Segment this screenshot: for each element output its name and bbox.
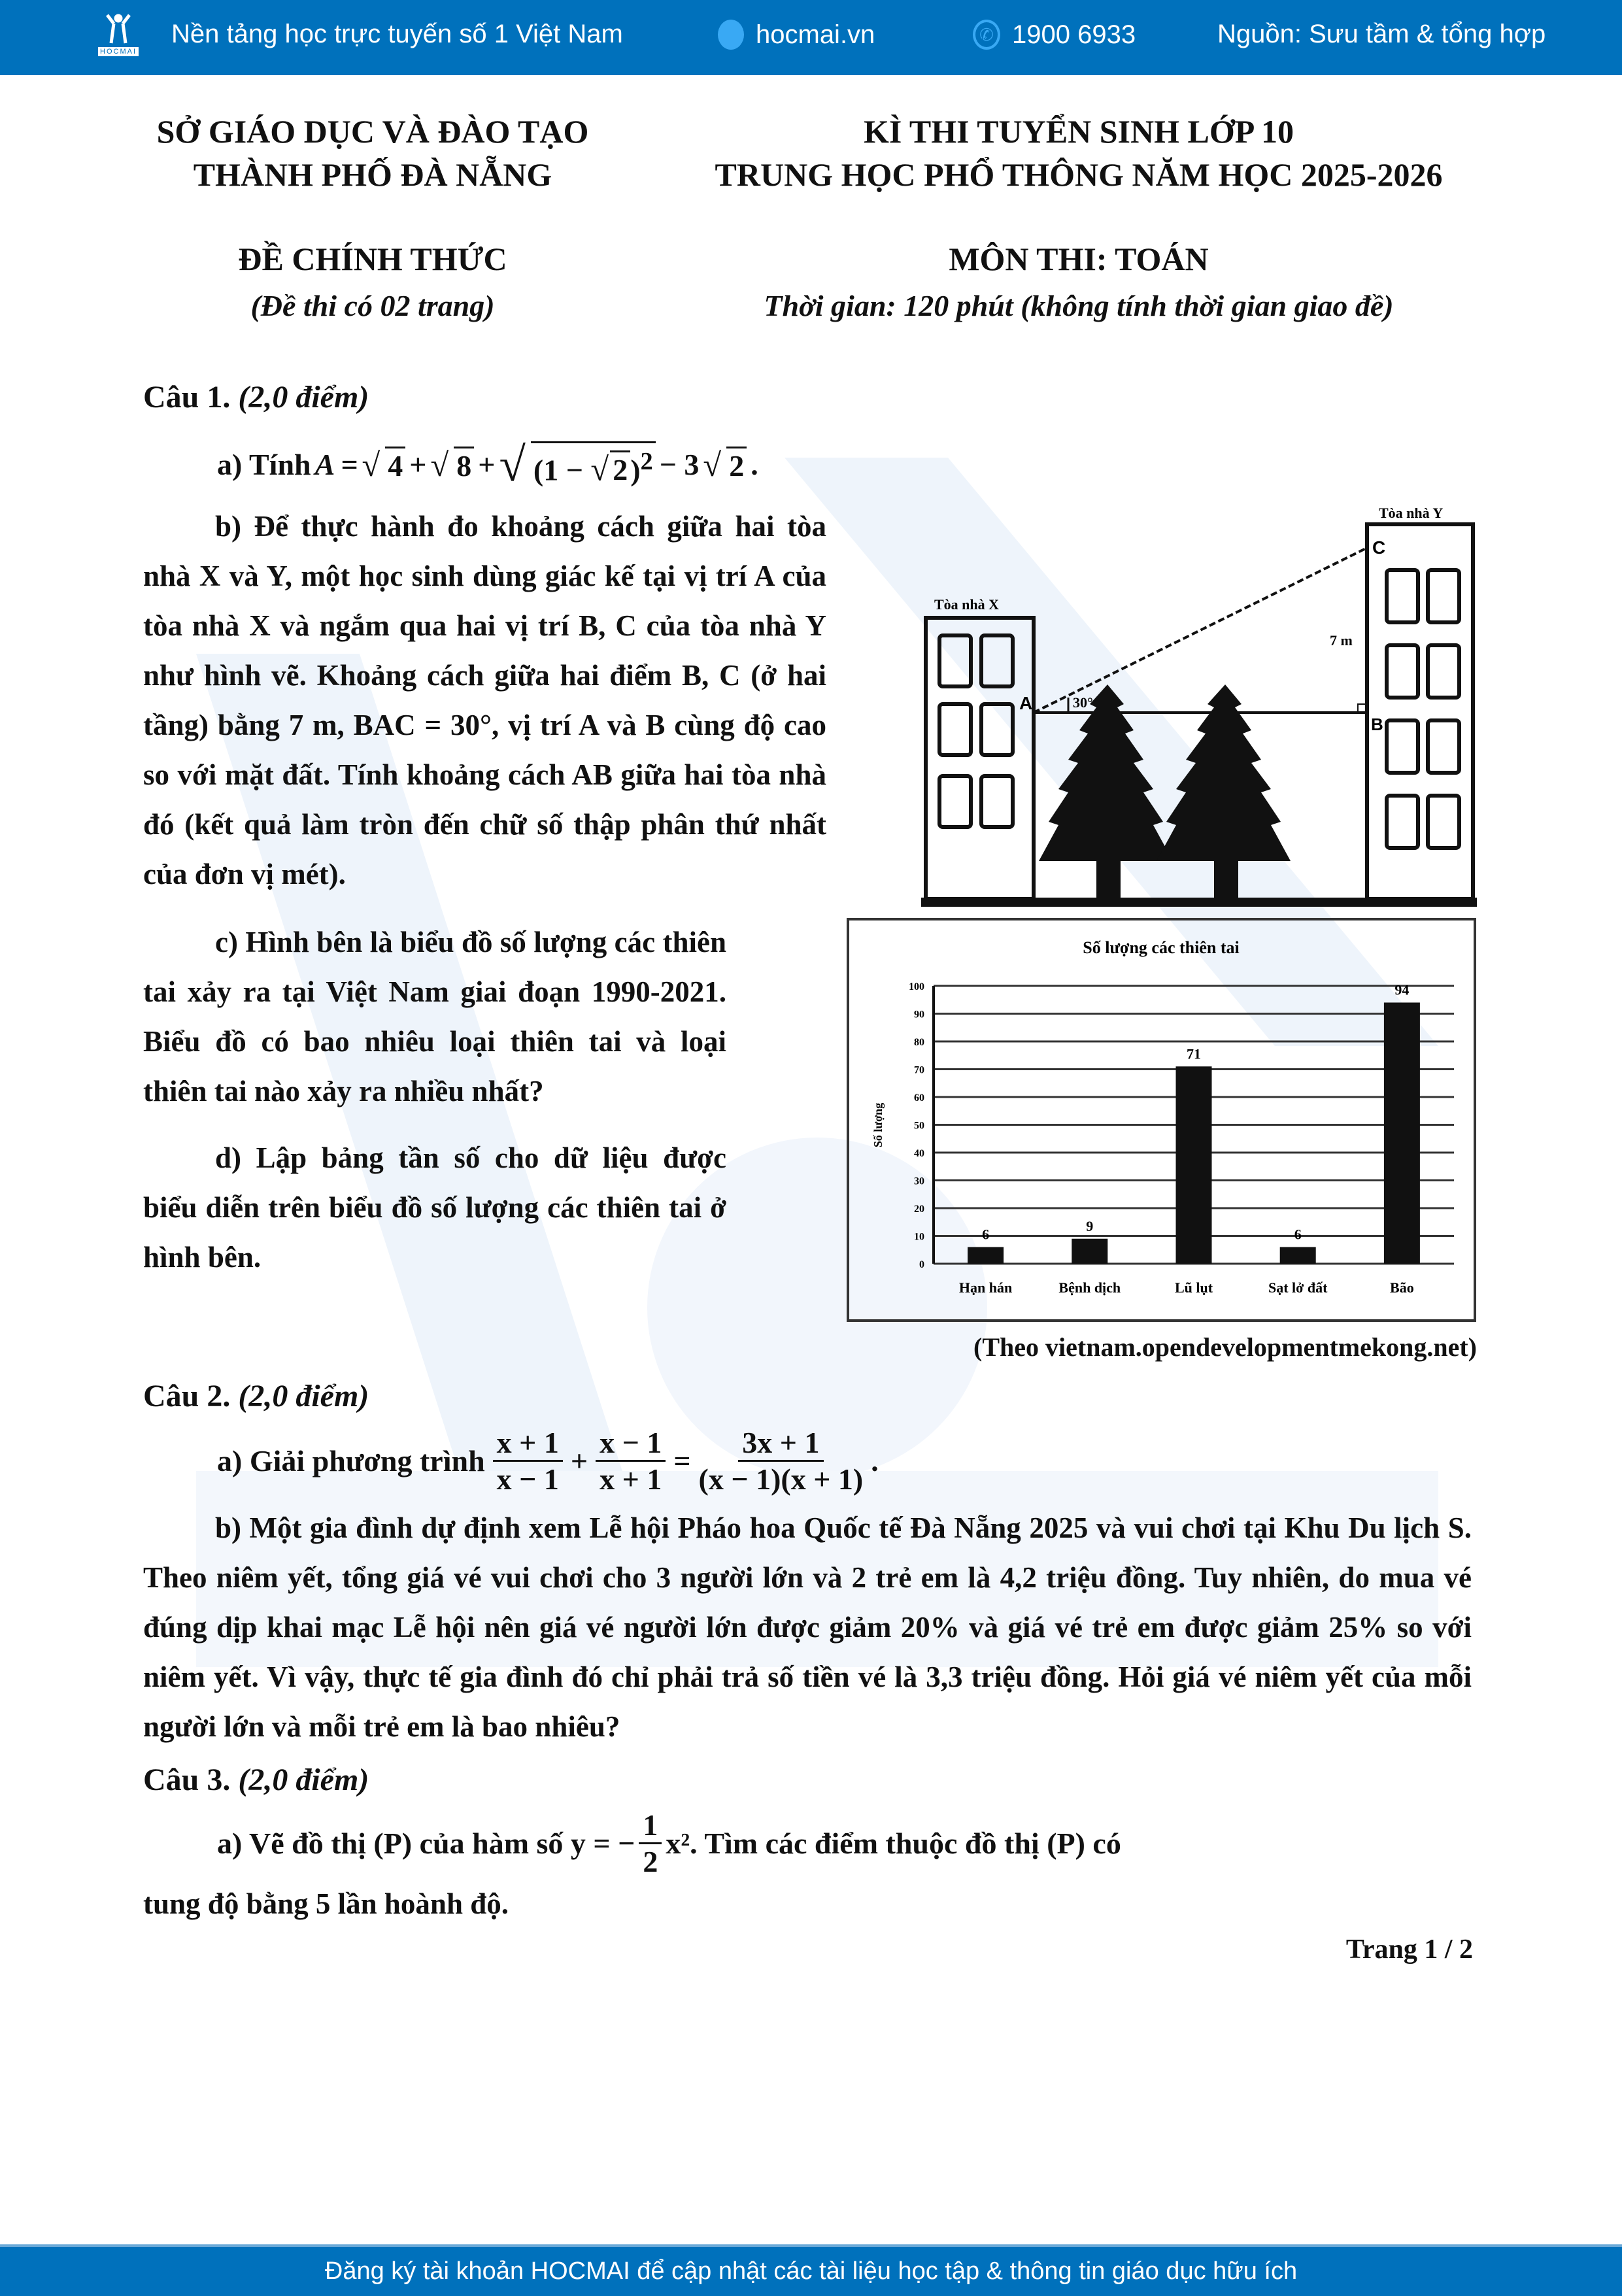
- minus-term: − 3: [659, 448, 700, 481]
- equals-sign: =: [673, 1444, 691, 1477]
- question-3-heading: [143, 1755, 1477, 1805]
- question-3a: [217, 1808, 1472, 1879]
- y-tick-label: 30: [914, 1175, 924, 1187]
- phone-icon: ✆: [973, 20, 1000, 50]
- ground: [921, 898, 1477, 907]
- denominator: x − 1: [496, 1462, 559, 1496]
- data-label: 71: [1187, 1045, 1201, 1062]
- data-label: 6: [982, 1226, 990, 1243]
- tree-icon: [1157, 684, 1291, 898]
- data-label: 9: [1086, 1217, 1094, 1234]
- exam-line-1: KÌ THI TUYỂN SINH LỚP 10: [863, 113, 1294, 150]
- part-label: a) Giải phương trình: [217, 1444, 485, 1477]
- data-label: 6: [1294, 1226, 1302, 1243]
- denominator: (x − 1)(x + 1): [698, 1462, 864, 1496]
- question-3a-line-2: tung độ bằng 5 lần hoành độ.: [143, 1887, 509, 1920]
- sqrt-2: 2: [726, 447, 747, 483]
- question-2b-text: b) Một gia đình dự định xem Lễ hội Pháo hoa Quốc tế Đà Nẵng 2025 và vui chơi tại Khu Du lịch S. Theo niêm yết, tổng giá vé vui chơi cho 3 người lớn và 2 trẻ em là 4,2 triệu đồng. Tuy nhiên, do mua vé đúng dịp khai mạc Lễ hội nên giá vé người lớn được giảm 20% và giá vé trẻ em được giảm 25% so với niêm yết. Vì vậy, thực tế gia đình đó chỉ phải trả số tiền vé là 3,3 triệu đồng. Hỏi giá vé niêm yết của mỗi người lớn và mỗi trẻ em là bao nhiêu?: [143, 1511, 1472, 1743]
- slogan: [171, 20, 623, 49]
- question-1b-text: b) Để thực hành đo khoảng cách giữa hai tòa nhà X và Y, một học sinh dùng giác kế tại vị trí A của tòa nhà X và ngắm qua hai vị trí B, C của tòa nhà Y như hình vẽ. Khoảng cách giữa hai điểm B, C (ở hai tầng) bằng 7 m, BAC = 30°, vị trí A và B cùng độ cao so với mặt đất. Tính khoảng cách AB giữa hai tòa nhà đó (kết quả làm tròn đến chữ số thập phân thứ nhất của đơn vị mét).: [143, 510, 826, 890]
- disasters-bar-chart: [846, 917, 1477, 1323]
- x-tick-label: Bệnh dịch: [1058, 1279, 1121, 1296]
- plus-sign: +: [478, 448, 496, 481]
- numerator: 3x + 1: [738, 1425, 823, 1462]
- numerator: x + 1: [493, 1425, 563, 1462]
- chart-frame: [848, 919, 1475, 1321]
- expr-lhs: A =: [314, 448, 358, 481]
- x-tick-label: Sạt lở đất: [1268, 1279, 1328, 1296]
- question-points: (2,0 điểm): [238, 1763, 369, 1797]
- phone-text: 1900 6933: [1012, 20, 1136, 49]
- y-axis-label: Số lượng: [871, 1102, 885, 1148]
- question-1c-text: c) Hình bên là biểu đồ số lượng các thiên tai xảy ra tại Việt Nam giai đoạn 1990-2021. Biểu đồ có bao nhiêu loại thiên tai và loại thiên tai nào xảy ra nhiều nhất?: [143, 926, 726, 1107]
- part-text-end: x². Tìm các điểm thuộc đồ thị (P) có: [666, 1827, 1121, 1860]
- point-b-label: B: [1371, 715, 1383, 734]
- y-tick-label: 70: [914, 1064, 924, 1076]
- question-1-heading: [143, 373, 1477, 422]
- part-text-start: a) Vẽ đồ thị (P) của hàm số y = −: [217, 1827, 635, 1860]
- bar: [1280, 1247, 1316, 1264]
- exponent: 2: [640, 447, 653, 475]
- numerator: x − 1: [596, 1425, 666, 1462]
- subject-label: MÔN THI: TOÁN: [949, 241, 1209, 277]
- question-2a: [217, 1425, 1477, 1496]
- part-label: a) Tính: [217, 448, 311, 481]
- y-tick-label: 50: [914, 1120, 924, 1132]
- y-tick-label: 60: [914, 1092, 924, 1104]
- bar: [1384, 1003, 1420, 1264]
- subject-block: [673, 235, 1484, 329]
- x-tick-label: Hạn hán: [958, 1279, 1013, 1296]
- question-points: (2,0 điểm): [238, 1379, 369, 1413]
- buildings-figure: [921, 508, 1477, 907]
- fraction-3: [699, 1425, 864, 1496]
- website-link[interactable]: [718, 20, 875, 50]
- plus-sign: +: [570, 1444, 588, 1477]
- fraction-1: [493, 1425, 563, 1496]
- department: [111, 110, 634, 196]
- sqrt-8: 8: [454, 447, 474, 483]
- question-title: Câu 3.: [143, 1763, 231, 1797]
- website-text: hocmai.vn: [756, 20, 875, 49]
- page-number: Trang 1 / 2: [1345, 1934, 1473, 1965]
- angle-label: 30°: [1073, 694, 1093, 711]
- footer-text: Đăng ký tài khoản HOCMAI để cập nhật các tài liệu học tập & thông tin giáo dục hữu ích: [324, 2257, 1298, 2285]
- y-tick-label: 10: [914, 1231, 924, 1243]
- question-title: Câu 1.: [143, 380, 231, 414]
- x-tick-label: Bão: [1390, 1279, 1414, 1296]
- top-banner: [0, 0, 1622, 75]
- period: .: [751, 448, 758, 481]
- chart-source: (Theo vietnam.opendevelopmentmekong.net): [973, 1332, 1477, 1362]
- plus-sign: +: [409, 448, 427, 481]
- point-a-label: A: [1019, 693, 1033, 713]
- fraction-2: [596, 1425, 666, 1496]
- sqrt-square: (1 − √ 2)$^2$: [531, 441, 656, 488]
- denominator: x + 1: [600, 1462, 662, 1496]
- time-label: Thời gian: 120 phút (không tính thời gian giao đề): [764, 289, 1394, 322]
- phone-link[interactable]: [973, 20, 1136, 50]
- building-y-label: Tòa nhà Y: [1379, 508, 1444, 521]
- question-1cd-row: [143, 917, 1477, 1362]
- inner-close: ): [630, 453, 641, 487]
- fraction-one-half: [639, 1808, 662, 1879]
- denominator: 2: [643, 1845, 658, 1878]
- exam-line-2: TRUNG HỌC PHỔ THÔNG NĂM HỌC 2025-2026: [715, 156, 1443, 193]
- bar: [1176, 1066, 1212, 1264]
- exam-title: [654, 110, 1504, 196]
- official-label: ĐỀ CHÍNH THỨC: [238, 241, 507, 277]
- hocmai-logo: [98, 12, 139, 56]
- x-tick-label: Lũ lụt: [1174, 1279, 1213, 1296]
- y-tick-label: 40: [914, 1148, 924, 1159]
- question-1cd-text: [143, 917, 726, 1282]
- exam-body: [143, 373, 1477, 1965]
- point-c-label: C: [1372, 537, 1386, 558]
- chart-title: Số lượng các thiên tai: [1083, 938, 1240, 957]
- distance-label: 7 m: [1330, 632, 1353, 649]
- slogan-text: Nền tảng học trực tuyến số 1 Việt Nam: [171, 20, 623, 48]
- question-1d-text: d) Lập bảng tần số cho dữ liệu được biểu diễn trên biểu đồ số lượng các thiên tai ở hình bên.: [143, 1141, 726, 1274]
- logo-text: HOCMAI: [98, 47, 139, 56]
- y-tick-label: 100: [909, 981, 924, 992]
- bar: [968, 1247, 1004, 1264]
- bottom-banner: [0, 2244, 1622, 2296]
- department-line-1: SỞ GIÁO DỤC VÀ ĐÀO TẠO: [156, 113, 589, 150]
- bar: [1072, 1239, 1107, 1264]
- tree-icon: [1039, 684, 1173, 898]
- question-points: (2,0 điểm): [238, 380, 369, 414]
- inner-open: (1 −: [533, 453, 591, 487]
- sqrt-4: 4: [385, 447, 405, 483]
- question-1a: a) Tính A = √ 4 + √ 8 + √ (1 − √ 2)$^2$ − 3 √ 2 .: [217, 437, 758, 491]
- question-2-heading: [143, 1372, 1477, 1421]
- chart-column: [758, 917, 1477, 1362]
- department-line-2: THÀNH PHỐ ĐÀ NẴNG: [193, 156, 552, 193]
- data-label: 94: [1394, 981, 1410, 998]
- sqrt-2: 2: [610, 450, 630, 487]
- y-tick-label: 90: [914, 1009, 924, 1021]
- official-block: [111, 235, 634, 329]
- building-x-label: Tòa nhà X: [934, 596, 1000, 613]
- y-tick-label: 0: [919, 1259, 924, 1270]
- period: .: [871, 1444, 879, 1477]
- source-note: [1217, 20, 1546, 49]
- numerator: 1: [639, 1808, 662, 1844]
- question-1b-row: [143, 501, 1477, 907]
- y-tick-label: 80: [914, 1037, 924, 1048]
- question-title: Câu 2.: [143, 1379, 231, 1413]
- hocmai-logo-icon: [102, 12, 135, 44]
- globe-icon: [718, 20, 744, 50]
- pages-note: (Đề thi có 02 trang): [250, 289, 495, 322]
- source-text: Nguồn: Sưu tầm & tổng hợp: [1217, 20, 1546, 48]
- y-tick-label: 20: [914, 1204, 924, 1215]
- line-ac: [1034, 548, 1367, 713]
